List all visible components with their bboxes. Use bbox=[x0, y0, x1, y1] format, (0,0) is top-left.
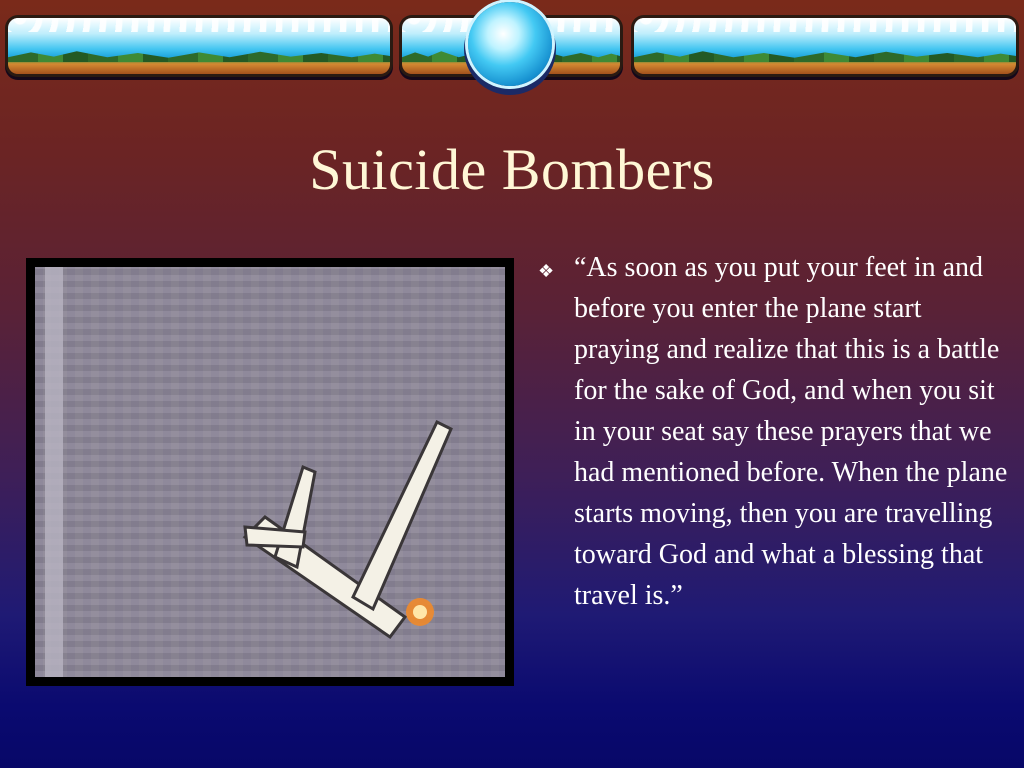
globe-icon bbox=[468, 2, 552, 86]
four-diamond-bullet-icon: ❖ bbox=[538, 261, 555, 281]
header-banner bbox=[0, 14, 1024, 94]
slide-title: Suicide Bombers bbox=[309, 137, 715, 202]
quote-bullet bbox=[538, 247, 1008, 616]
airplane-photo bbox=[26, 258, 514, 686]
landscape-panel-left bbox=[8, 18, 390, 74]
airplane-icon bbox=[35, 267, 505, 677]
landscape-panel-right bbox=[634, 18, 1016, 74]
quote-text: “As soon as you put your feet in and before you enter the plane start praying and realize that this is a battle for the sake of God, and when you sit in your seat say these prayers that we had mentioned before. When the plane starts moving, then you are travelling toward God and what a blessing that travel is.” bbox=[574, 252, 1008, 611]
